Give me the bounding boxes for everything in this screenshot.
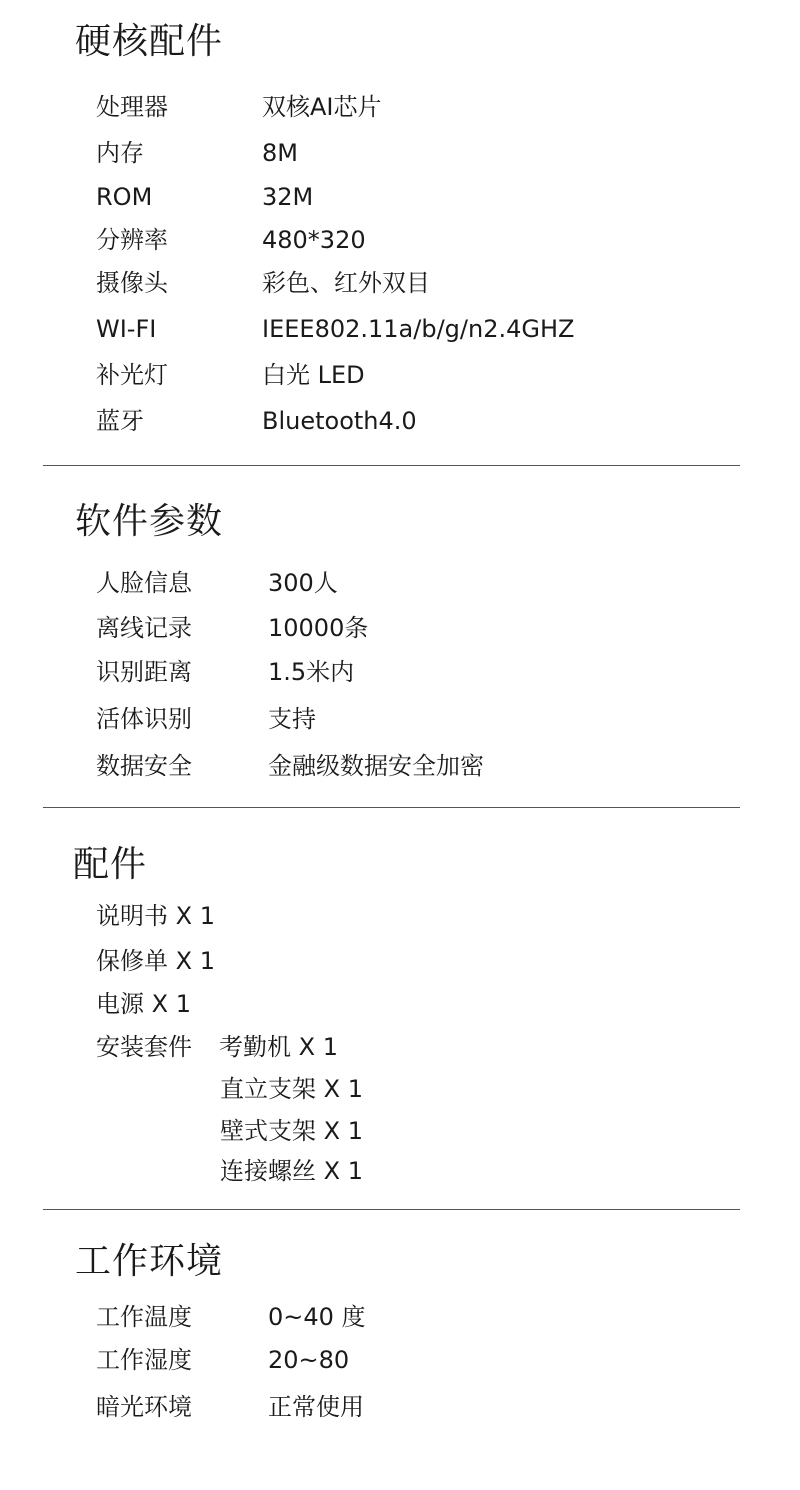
- kit-item: 考勤机 X 1: [219, 1033, 338, 1061]
- spec-value: 300人: [268, 569, 338, 597]
- accessory-item: 电源 X 1: [96, 990, 191, 1018]
- spec-value: 480*320: [262, 226, 366, 254]
- spec-label: 数据安全: [96, 752, 192, 780]
- spec-label: 处理器: [96, 93, 168, 121]
- hardware-section: [0, 0, 800, 466]
- spec-value: 正常使用: [268, 1393, 364, 1421]
- accessory-item: 保修单 X 1: [96, 947, 215, 975]
- spec-label: 内存: [96, 139, 144, 167]
- spec-value: 20~80: [268, 1346, 350, 1374]
- spec-value: 10000条: [268, 614, 369, 642]
- spec-value: 金融级数据安全加密: [268, 752, 484, 780]
- spec-label: 离线记录: [96, 614, 192, 642]
- spec-label: 补光灯: [96, 361, 168, 389]
- spec-value: 彩色、红外双目: [262, 269, 430, 297]
- spec-label: 摄像头: [96, 269, 168, 297]
- spec-label: 工作湿度: [96, 1346, 192, 1374]
- spec-label: 活体识别: [96, 705, 192, 733]
- software-section: [0, 466, 800, 808]
- spec-value: 双核AI芯片: [262, 93, 382, 121]
- kit-item: 壁式支架 X 1: [220, 1117, 363, 1145]
- kit-label: 安装套件: [96, 1033, 192, 1061]
- spec-value: 0~40 度: [268, 1303, 366, 1331]
- spec-value: 1.5米内: [268, 658, 355, 686]
- spec-value: 白光 LED: [262, 361, 365, 389]
- accessories-section: [0, 808, 800, 1210]
- software-title: 软件参数: [75, 501, 224, 542]
- spec-label: 分辨率: [96, 226, 168, 254]
- accessory-item: 说明书 X 1: [96, 902, 215, 930]
- spec-label: 暗光环境: [96, 1393, 192, 1421]
- kit-item: 连接螺丝 X 1: [220, 1157, 363, 1185]
- spec-label: ROM: [96, 183, 153, 211]
- spec-label: 识别距离: [96, 658, 192, 686]
- environment-title: 工作环境: [75, 1241, 224, 1282]
- spec-label: 人脸信息: [96, 569, 192, 597]
- spec-value: 支持: [268, 705, 316, 733]
- spec-label: 工作温度: [96, 1303, 192, 1331]
- accessories-title: 配件: [73, 844, 148, 885]
- spec-value: 32M: [262, 183, 314, 211]
- environment-section: [0, 1210, 800, 1490]
- spec-label: 蓝牙: [96, 407, 144, 435]
- hardware-title: 硬核配件: [75, 21, 224, 62]
- spec-value: 8M: [262, 139, 298, 167]
- spec-value: IEEE802.11a/b/g/n2.4GHZ: [262, 315, 575, 343]
- kit-item: 直立支架 X 1: [220, 1075, 363, 1103]
- spec-value: Bluetooth4.0: [262, 407, 417, 435]
- spec-label: WI-FI: [96, 315, 157, 343]
